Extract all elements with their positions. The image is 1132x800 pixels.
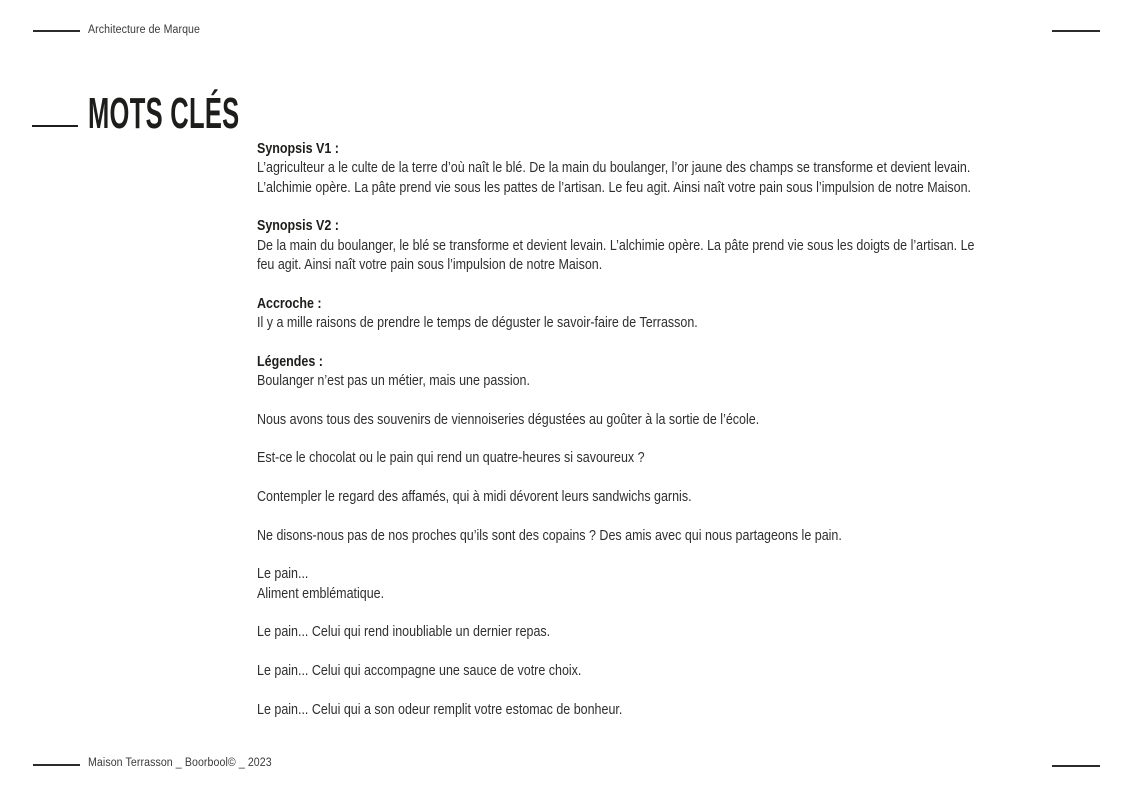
paragraph [257,294,1048,333]
footer-rule-left [33,764,80,766]
section-heading: Accroche : [257,294,322,312]
text-line: L’alchimie opère. La pâte prend vie sous les pattes de l’artisan. Le feu agit. Ainsi naît votre pain sous l’impulsion de notre Maison. [257,178,972,196]
text-line: feu agit. Ainsi naît votre pain sous l’impulsion de notre Maison. [257,255,603,273]
text-line: Ne disons-nous pas de nos proches qu’ils sont des copains ? Des amis avec qui nous partageons le pain. [257,526,842,544]
text-line: Est-ce le chocolat ou le pain qui rend un quatre-heures si savoureux ? [257,449,645,467]
paragraph [257,700,1048,719]
footer-rule-right [1052,765,1100,767]
content-column [257,139,1048,738]
text-line: Il y a mille raisons de prendre le temps de déguster le savoir-faire de Terrasson. [257,313,698,331]
footer-label: Maison Terrasson _ Boorbool© _ 2023 [88,757,272,769]
title-rule [32,125,78,127]
text-line: Boulanger n’est pas un métier, mais une passion. [257,371,530,389]
paragraph [257,622,1048,641]
paragraph [257,564,1048,603]
paragraph [257,216,1048,274]
section-heading: Synopsis V2 : [257,217,339,235]
paragraph [257,352,1048,391]
text-line: Aliment emblématique. [257,584,385,602]
paragraph [257,410,1048,429]
text-line: De la main du boulanger, le blé se transforme et devient levain. L’alchimie opère. La pâte prend vie sous les doigts de l’artisan. Le [257,236,975,254]
paragraph [257,526,1048,545]
text-line: Le pain... Celui qui rend inoubliable un dernier repas. [257,623,551,641]
section-heading: Légendes : [257,352,323,370]
text-line: Le pain... Celui qui a son odeur remplit votre estomac de bonheur. [257,700,623,718]
paragraph [257,661,1048,680]
page-title: MOTS CLÉS [88,89,240,138]
text-line: Le pain... Celui qui accompagne une sauce de votre choix. [257,661,582,679]
section-heading: Synopsis V1 : [257,140,339,157]
text-line: Contempler le regard des affamés, qui à midi dévorent leurs sandwichs garnis. [257,487,692,505]
text-line: Nous avons tous des souvenirs de viennoiseries dégustées au goûter à la sortie de l’école. [257,410,760,428]
header-rule-right [1052,30,1100,32]
text-line: L’agriculteur a le culte de la terre d’où naît le blé. De la main du boulanger, l’or jaune des champs se transforme et devient levain. [257,159,971,177]
text-line: Le pain... [257,565,309,583]
header-rule-left [33,30,80,32]
paragraph [257,448,1048,467]
paragraph [257,139,1048,197]
header-label: Architecture de Marque [88,24,200,36]
paragraph [257,487,1048,506]
